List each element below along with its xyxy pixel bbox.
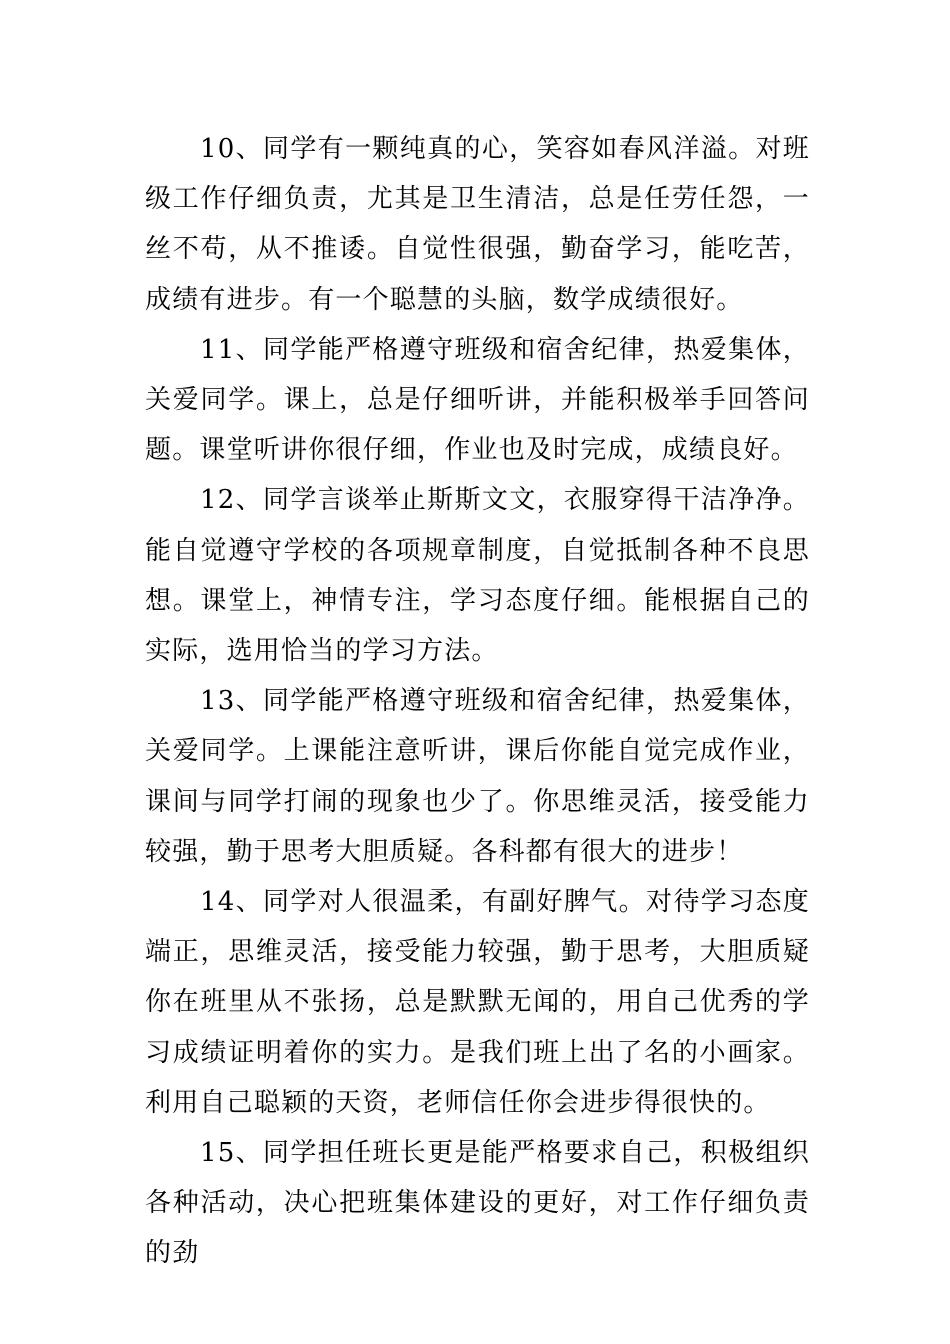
paragraph-11: 11、同学能严格遵守班级和宿舍纪律，热爱集体，关爱同学。课上，总是仔细听讲，并能积极举手回答问题。课堂听讲你很仔细，作业也及时完成，成绩良好。 — [145, 334, 810, 466]
document-body — [145, 124, 810, 1279]
paragraph-13: 13、同学能严格遵守班级和宿舍纪律，热爱集体，关爱同学。上课能注意听讲，课后你能自觉完成作业，课间与同学打闹的现象也少了。你思维灵活，接受能力较强，勤于思考大胆质疑。各科都有很大的进步！ — [145, 686, 810, 867]
paragraph-14: 14、同学对人很温柔，有副好脾气。对待学习态度端正，思维灵活，接受能力较强，勤于思考，大胆质疑你在班里从不张扬，总是默默无闻的，用自己优秀的学习成绩证明着你的实力。是我们班上出了名的小画家。利用自己聪颖的天资，老师信任你会进步得很快的。 — [145, 887, 810, 1118]
paragraph-12: 12、同学言谈举止斯斯文文，衣服穿得干洁净净。能自觉遵守学校的各项规章制度，自觉抵制各种不良思想。课堂上，神情专注，学习态度仔细。能根据自己的实际，选用恰当的学习方法。 — [145, 485, 810, 667]
paragraph-15: 15、同学担任班长更是能严格要求自己，积极组织各种活动，决心把班集体建设的更好，对工作仔细负责的劲 — [145, 1138, 810, 1269]
paragraph-10: 10、同学有一颗纯真的心，笑容如春风洋溢。对班级工作仔细负责，尤其是卫生清洁，总是任劳任怨，一丝不苟，从不推诿。自觉性很强，勤奋学习，能吃苦，成绩有进步。有一个聪慧的头脑，数学成绩很好。 — [145, 134, 810, 315]
